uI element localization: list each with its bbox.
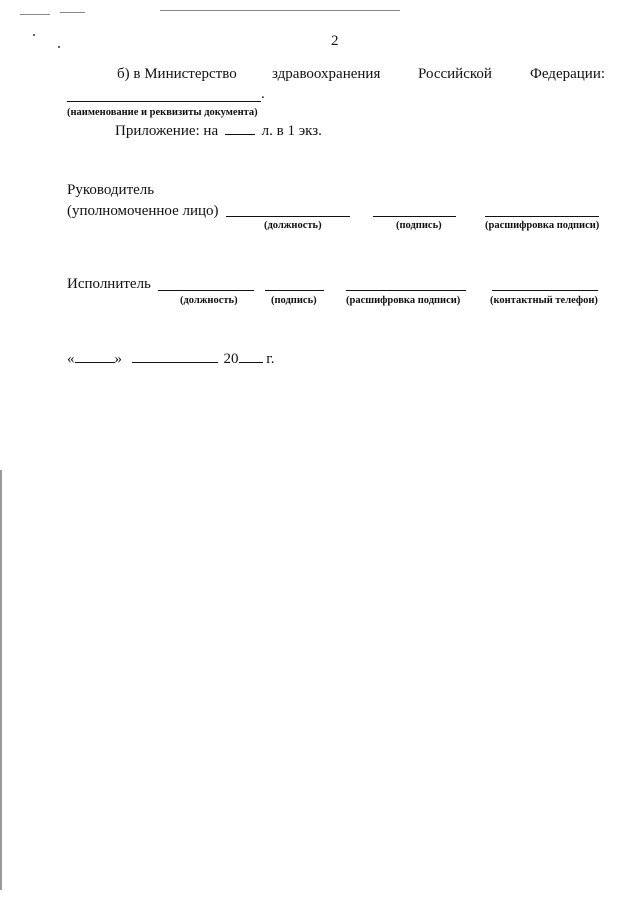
executor-title: Исполнитель <box>67 276 151 292</box>
scan-left-edge <box>0 470 2 890</box>
executor-position-line <box>158 290 254 291</box>
appendix-suffix: л. в 1 экз. <box>261 123 322 139</box>
executor-decoding-line <box>346 290 466 291</box>
appendix-prefix: Приложение: на <box>115 123 219 139</box>
page-number: 2 <box>331 33 339 49</box>
scan-speck <box>33 34 35 36</box>
executor-phone-caption: (контактный телефон) <box>490 295 598 306</box>
head-decoding-caption: (расшифровка подписи) <box>485 220 600 231</box>
date-open-quote: « <box>67 351 75 367</box>
scan-edge-mark <box>60 12 85 13</box>
executor-signature-line <box>265 290 324 291</box>
head-signature-line <box>373 216 456 217</box>
date-day-field <box>75 350 115 363</box>
item-b-word-2: здравоохранения <box>272 66 381 82</box>
appendix-line <box>115 122 322 140</box>
document-name-line-dot: . <box>261 86 265 102</box>
date-month-field <box>132 350 218 363</box>
head-title-line2: (уполномоченное лицо) <box>67 203 219 219</box>
date-year-suffix: г. <box>266 351 275 367</box>
executor-signature-caption: (подпись) <box>271 295 317 306</box>
date-year-prefix: 20 <box>223 351 239 367</box>
document-name-line <box>67 101 261 102</box>
scan-speck <box>58 46 60 48</box>
scan-edge-mark <box>20 14 50 15</box>
date-line <box>67 350 274 368</box>
document-name-caption: (наименование и реквизиты документа) <box>67 107 258 118</box>
scan-edge-mark <box>160 10 400 11</box>
head-decoding-line <box>485 216 599 217</box>
date-close-quote: » <box>114 351 122 367</box>
item-b-word-3: Российской <box>418 66 492 82</box>
item-b-word-1: б) в Министерство <box>117 66 237 82</box>
head-title-line1: Руководитель <box>67 182 155 198</box>
head-position-line <box>226 216 350 217</box>
item-b-word-4: Федерации: <box>530 66 606 82</box>
head-position-caption: (должность) <box>264 220 322 231</box>
executor-phone-line <box>492 290 598 291</box>
executor-decoding-caption: (расшифровка подписи) <box>346 295 461 306</box>
date-year-field <box>239 350 263 363</box>
appendix-sheets-field <box>225 122 255 135</box>
executor-position-caption: (должность) <box>180 295 238 306</box>
head-signature-caption: (подпись) <box>396 220 442 231</box>
